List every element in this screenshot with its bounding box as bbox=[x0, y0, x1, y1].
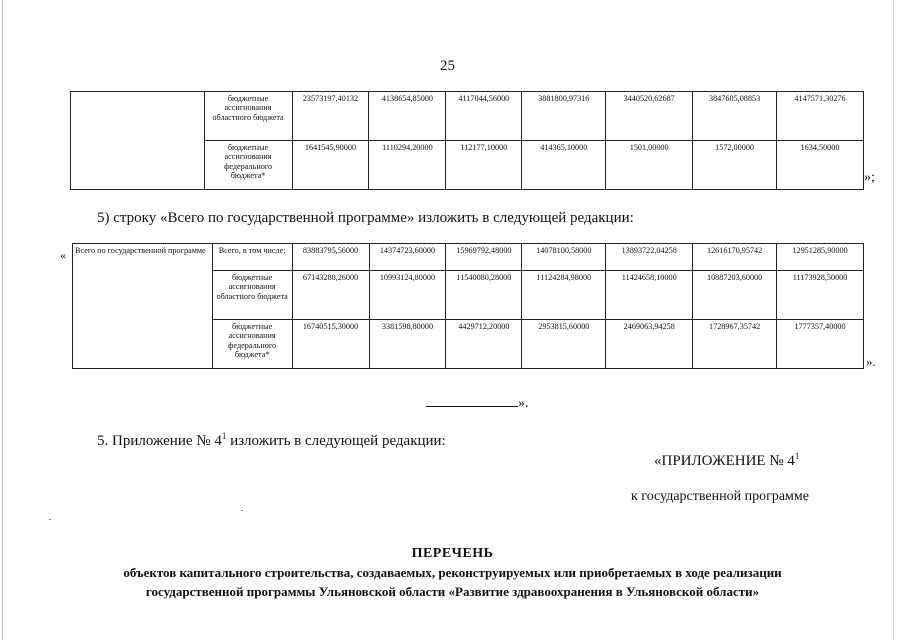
table-cell: 1634,50000 bbox=[777, 141, 864, 190]
appendix-instruction-main: 5. Приложение № 4 bbox=[97, 433, 222, 449]
table-cell: 12951285,90000 bbox=[777, 244, 864, 271]
table-cell: 2469063,94258 bbox=[606, 320, 693, 369]
table-cell: 10993124,80000 bbox=[369, 271, 446, 320]
appendix-superscript: 1 bbox=[221, 431, 227, 441]
budget-table-continuation bbox=[70, 91, 864, 190]
table-cell: 4429712,20000 bbox=[446, 320, 522, 369]
table-cell: 67143280,26000 bbox=[292, 271, 369, 320]
appendix-title bbox=[654, 451, 799, 470]
appendix-title-superscript: 1 bbox=[794, 451, 800, 461]
page-number: 25 bbox=[440, 58, 455, 74]
table-cell: 15969792,48000 bbox=[446, 244, 522, 271]
underline-rule bbox=[426, 406, 518, 407]
table-cell: 10887203,60000 bbox=[693, 271, 777, 320]
item-5-instruction: 5) строку «Всего по государственной программе» изложить в следующей редакции: bbox=[97, 210, 634, 226]
scan-speck bbox=[49, 519, 51, 520]
table-cell: 3440520,62687 bbox=[606, 92, 693, 141]
table-cell: 1501,00000 bbox=[606, 141, 693, 190]
table-cell: 3847605,08853 bbox=[693, 92, 777, 141]
table-cell: 3381598,80000 bbox=[369, 320, 446, 369]
closing-quote: ». bbox=[866, 354, 876, 369]
row-label: бюджетные ассигнования областного бюджета bbox=[212, 271, 292, 320]
table-cell: 12616170,95742 bbox=[693, 244, 777, 271]
table-cell: 2953815,60000 bbox=[522, 320, 606, 369]
table-cell: 112177,10000 bbox=[446, 141, 522, 190]
table-cell: 16740515,30000 bbox=[292, 320, 369, 369]
closing-quote: ». bbox=[518, 396, 529, 411]
table-cell: 1777357,40000 bbox=[777, 320, 864, 369]
table-cell: 1641545,90000 bbox=[292, 141, 369, 190]
appendix-title-main: «ПРИЛОЖЕНИЕ № 4 bbox=[654, 453, 795, 469]
opening-quote: « bbox=[60, 248, 66, 262]
table-cell: 3881800,97316 bbox=[522, 92, 606, 141]
table-cell: 1572,00000 bbox=[693, 141, 777, 190]
row-label: бюджетные ассигнования федерального бюджета* bbox=[212, 320, 292, 369]
program-total-label: Всего по государственной программе bbox=[73, 244, 213, 369]
table-cell: 23573197,40132 bbox=[292, 92, 369, 141]
table-cell: 414365,10000 bbox=[522, 141, 606, 190]
row-label: Всего, в том числе: bbox=[212, 244, 292, 271]
row-label: бюджетные ассигнования областного бюджета bbox=[204, 92, 292, 141]
scan-border-right bbox=[893, 0, 894, 640]
table-cell: 11173928,50000 bbox=[777, 271, 864, 320]
budget-table-total bbox=[72, 243, 864, 369]
table-cell: 14374723,60000 bbox=[369, 244, 446, 271]
table-cell: 1728967,35742 bbox=[693, 320, 777, 369]
table-cell: 11540080,28000 bbox=[446, 271, 522, 320]
heading-line-2: государственной программы Ульяновской области «Развитие здравоохранения в Ульяновской области» bbox=[145, 584, 760, 599]
appendix-instruction bbox=[97, 431, 446, 450]
table-cell: 11424658,10000 bbox=[606, 271, 693, 320]
empty-lead-cell bbox=[71, 92, 205, 190]
scan-speck bbox=[241, 510, 243, 511]
table-cell: 1110294,20000 bbox=[369, 141, 446, 190]
table-cell: 11124284,98000 bbox=[522, 271, 606, 320]
table-row bbox=[71, 92, 864, 141]
row-label: бюджетные ассигнования федерального бюджета* bbox=[204, 141, 292, 190]
scan-border-left bbox=[2, 0, 3, 640]
closing-quote: »; bbox=[864, 170, 875, 185]
heading-line-1: объектов капитального строительства, создаваемых, реконструируемых или приобретаемых в ходе реализации bbox=[123, 565, 782, 580]
table-cell: 14078100,58000 bbox=[522, 244, 606, 271]
document-heading: ПЕРЕЧЕНЬ bbox=[411, 546, 494, 561]
table-cell: 13893722,04258 bbox=[606, 244, 693, 271]
table-row bbox=[73, 244, 864, 271]
appendix-instruction-rest: изложить в следующей редакции: bbox=[226, 433, 446, 449]
table-cell: 4147571,30276 bbox=[777, 92, 864, 141]
table-cell: 83883795,56000 bbox=[292, 244, 369, 271]
table-cell: 4117044,56000 bbox=[446, 92, 522, 141]
appendix-subtitle: к государственной программе bbox=[631, 489, 809, 504]
table-cell: 4138654,85000 bbox=[369, 92, 446, 141]
